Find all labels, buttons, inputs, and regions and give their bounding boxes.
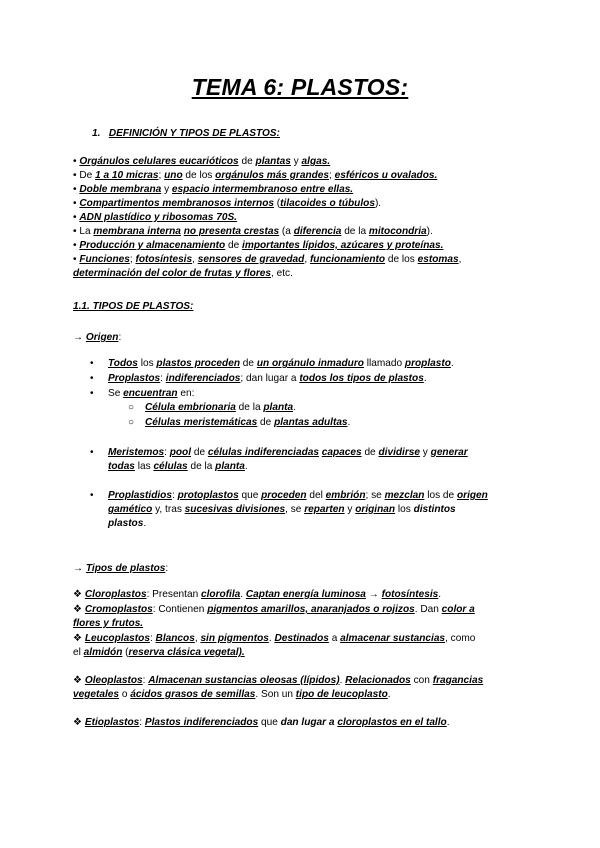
def-line-1: • Orgánulos celulares eucarióticos de plantas y algas. xyxy=(73,156,331,167)
sub-bullet-circle: ○ xyxy=(128,417,135,428)
diamond-bullet-icon: ❖ xyxy=(73,604,83,615)
tipo-cromoplastos-cont: flores y frutos. xyxy=(73,618,144,629)
tipo-oleoplastos-cont: vegetales o ácidos grasos de semillas. Son un tipo de leucoplasto. xyxy=(73,689,391,700)
def-line-6: • La membrana interna no presenta crestas (a diferencia de la mitocondria). xyxy=(73,226,433,237)
tipos-heading: → Tipos de plastos: xyxy=(73,563,169,574)
proplastidios-line-3: plastos. xyxy=(108,518,147,529)
diamond-bullet-icon: ❖ xyxy=(73,675,83,686)
proplastidios-line-1: Proplastidios: protoplastos que proceden del embrión; se mezclan los de origen xyxy=(108,490,488,501)
def-line-2: • De 1 a 10 micras; uno de los orgánulos más grandes; esféricos u ovalados. xyxy=(73,170,438,181)
def-line-3: • Doble membrana y espacio intermembranoso entre ellas. xyxy=(73,184,354,195)
def-line-5: • ADN plastídico y ribosomas 70S. xyxy=(73,212,237,223)
origen-heading: → Origen: xyxy=(73,332,122,343)
tipo-leucoplastos-cont: el almidón (reserva clásica vegetal). xyxy=(73,647,245,658)
proplastidios-line-2: gamético y, tras sucesivas divisiones, se reparten y originan los distintos xyxy=(108,504,456,515)
diamond-bullet-icon: ❖ xyxy=(73,589,83,600)
section-title: DEFINICIÓN Y TIPOS DE PLASTOS: xyxy=(108,128,280,139)
def-line-8: • Funciones; fotosíntesis, sensores de gravedad, funcionamiento de los estomas, xyxy=(73,254,462,265)
bullet-dot: • xyxy=(90,490,94,501)
def-line-7: • Producción y almacenamiento de importantes lípidos, azúcares y proteínas. xyxy=(73,240,444,251)
diamond-bullet-icon: ❖ xyxy=(73,633,83,644)
def-line-4: • Compartimentos membranosos internos (tilacoides o túbulos). xyxy=(73,198,382,209)
section-1-1-heading: 1.1. TIPOS DE PLASTOS: xyxy=(73,301,194,312)
meristemos-line-1: Meristemos: pool de células indiferenciadas capaces de dividirse y generar xyxy=(108,447,468,458)
document-title: TEMA 6: PLASTOS: xyxy=(191,74,409,100)
bullet-dot: • xyxy=(90,388,94,399)
bullet-dot: • xyxy=(90,447,94,458)
bullet-dot: • xyxy=(90,373,94,384)
meristemos-line-2: todas las células de la planta. xyxy=(108,461,248,472)
tipo-etioplastos: ❖ Etioplastos: Plastos indiferenciados que dan lugar a cloroplastos en el tallo. xyxy=(73,717,450,728)
origen-item-3: Se encuentran en: xyxy=(108,388,195,399)
origen-item-1: Todos los plastos proceden de un orgánulo inmaduro llamado proplasto. xyxy=(108,358,454,369)
tipo-leucoplastos: ❖ Leucoplastos: Blancos, sin pigmentos. Destinados a almacenar sustancias, como xyxy=(73,633,476,644)
section-1-heading xyxy=(92,127,280,140)
origen-subitem-2: Células meristemáticas de plantas adultas. xyxy=(145,417,351,428)
sub-bullet-circle: ○ xyxy=(128,402,135,413)
tipo-oleoplastos: ❖ Oleoplastos: Almacenan sustancias oleosas (lípidos). Relacionados con fragancias xyxy=(73,675,484,686)
section-number: 1. xyxy=(92,128,101,139)
origen-item-2: Proplastos: indiferenciados; dan lugar a todos los tipos de plastos. xyxy=(108,373,427,384)
bullet-dot: • xyxy=(90,358,94,369)
tipo-cromoplastos: ❖ Cromoplastos: Contienen pigmentos amarillos, anaranjados o rojizos. Dan color a xyxy=(73,604,475,615)
def-line-8-cont: determinación del color de frutas y flores, etc. xyxy=(73,268,293,279)
tipo-cloroplastos: ❖ Cloroplastos: Presentan clorofila. Captan energía luminosa → fotosíntesis. xyxy=(73,589,442,600)
origen-subitem-1: Célula embrionaria de la planta. xyxy=(145,402,296,413)
diamond-bullet-icon: ❖ xyxy=(73,717,83,728)
